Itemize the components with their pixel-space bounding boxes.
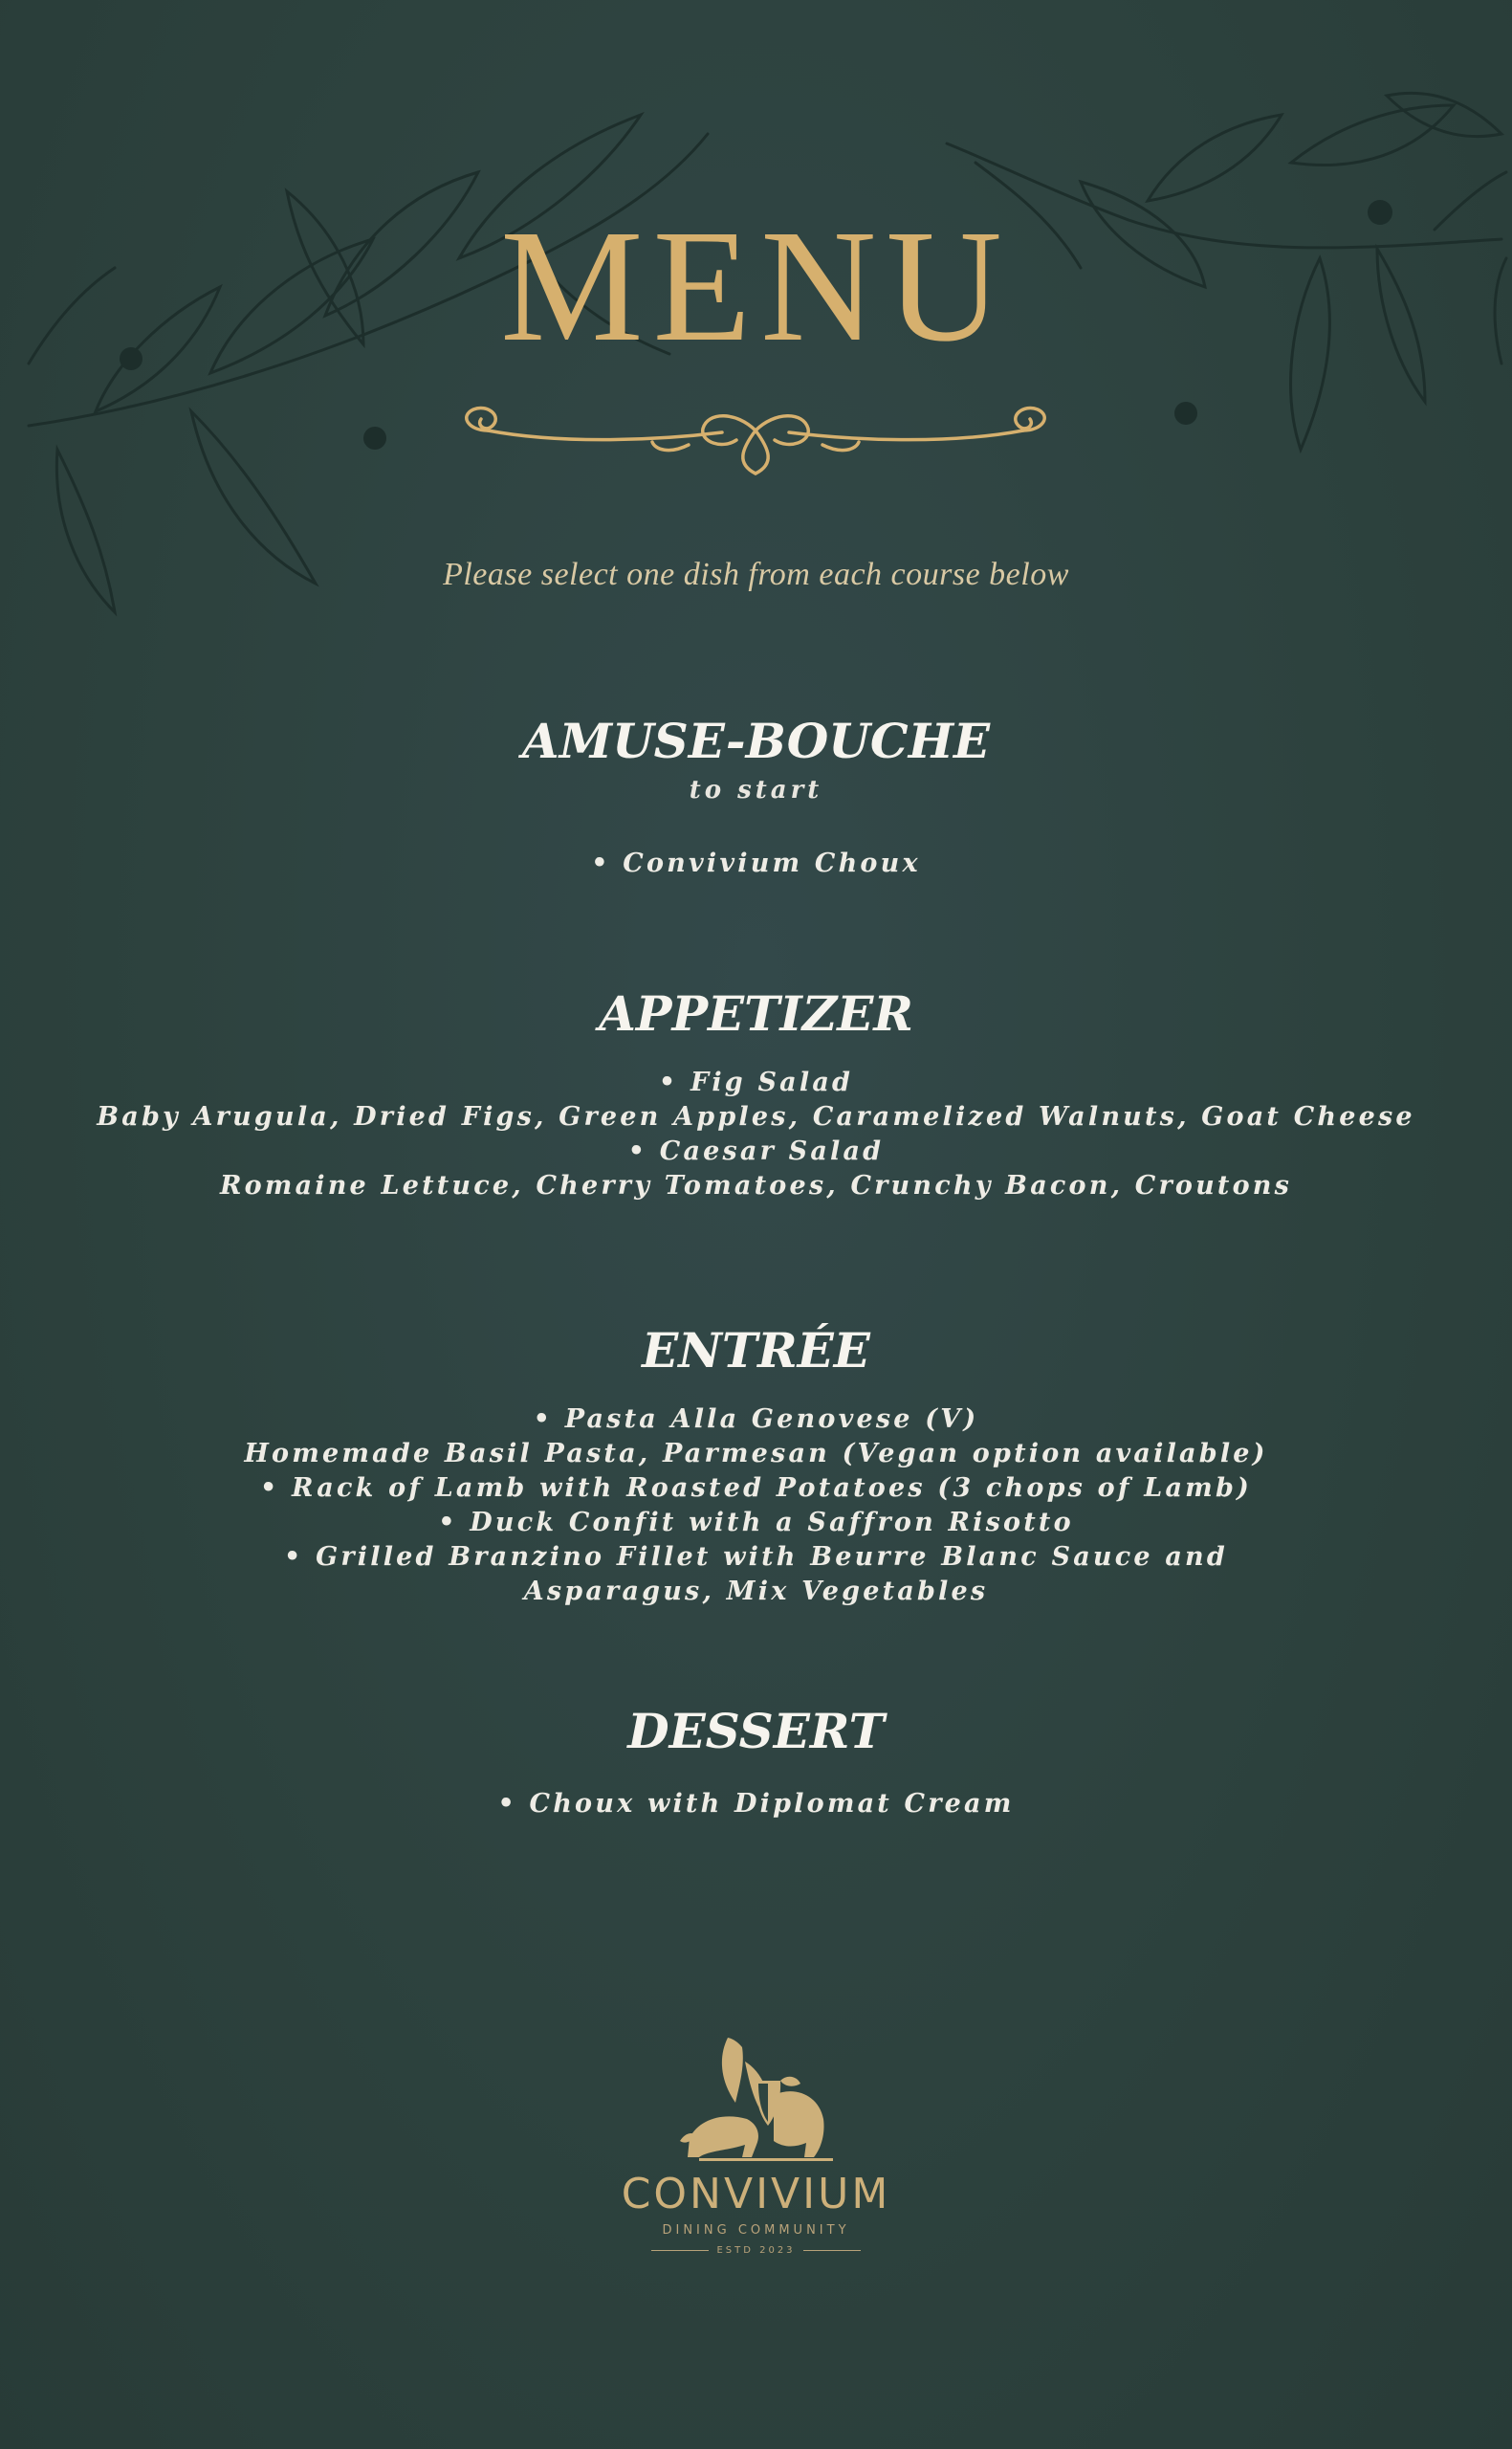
course-title: AMUSE-BOUCHE <box>521 713 991 769</box>
dish-item: • Pasta Alla Genovese (V) <box>533 1404 979 1434</box>
dish-item: • Duck Confit with a Saffron Risotto <box>438 1508 1074 1537</box>
course-dessert <box>0 1703 1512 1821</box>
dish-item: • Fig Salad <box>658 1068 854 1097</box>
dish-item: • Grilled Branzino Fillet with Beurre Blanc Sauce and <box>284 1542 1228 1572</box>
dish-item-continued: Asparagus, Mix Vegetables <box>523 1577 989 1606</box>
logo-established <box>0 2245 1512 2256</box>
course-title: ENTRÉE <box>642 1322 870 1379</box>
logo-established-text: ESTD 2023 <box>716 2245 796 2257</box>
menu-title: MENU <box>500 197 1012 375</box>
dish-item: • Convivium Choux <box>591 849 921 878</box>
logo-rule-right <box>803 2250 861 2251</box>
course-amuse-bouche <box>0 713 1512 881</box>
dish-item: • Choux with Diplomat Cream <box>497 1789 1015 1819</box>
dish-item: • Caesar Salad <box>627 1136 885 1166</box>
logo-rule-left <box>651 2250 709 2251</box>
course-title: APPETIZER <box>599 985 913 1042</box>
convivium-logo <box>0 2028 1512 2256</box>
course-instruction: Please select one dish from each course below <box>443 557 1069 592</box>
griffin-logo-icon <box>661 2028 852 2172</box>
course-entree <box>0 1322 1512 1609</box>
course-appetizer <box>0 985 1512 1203</box>
logo-wordmark: CONVIVIUM <box>621 2170 891 2218</box>
course-subtitle: to start <box>689 776 823 805</box>
dish-item: • Rack of Lamb with Roasted Potatoes (3 chops of Lamb) <box>259 1473 1253 1503</box>
dish-description: Romaine Lettuce, Cherry Tomatoes, Crunchy Bacon, Croutons <box>219 1171 1293 1201</box>
dish-description: Baby Arugula, Dried Figs, Green Apples, Caramelized Walnuts, Goat Cheese <box>97 1102 1415 1132</box>
logo-tagline: DINING COMMUNITY <box>662 2223 850 2239</box>
dish-description: Homemade Basil Pasta, Parmesan (Vegan option available) <box>244 1439 1268 1468</box>
flourish-ornament <box>449 392 1062 478</box>
course-title: DESSERT <box>627 1703 885 1759</box>
